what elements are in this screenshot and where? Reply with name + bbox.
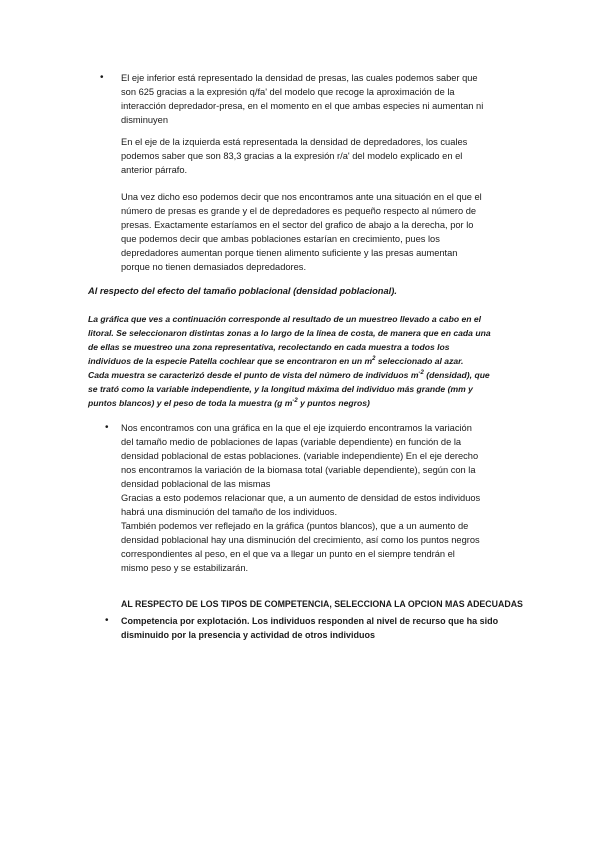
paragraph-growth-analysis (121, 190, 521, 274)
bullet-icon: • (100, 72, 104, 83)
question-line: se trató como la variable independiente, y la longitud máxima del individuo más grande (mm y (88, 384, 473, 394)
text-line: También podemos ver reflejado en la gráfica (puntos blancos), que a un aumento de (121, 521, 469, 531)
paragraph-predator-density (121, 135, 521, 177)
bullet-paragraph-density (121, 71, 521, 127)
question-line (88, 396, 518, 410)
text-line: densidad poblacional hay una disminución del crecimiento, así como los puntos negros (121, 535, 480, 545)
heading-text: Al respecto del efecto del tamaño poblacional (densidad poblacional). (88, 286, 397, 296)
text-line: Competencia por explotación. Los individuos responden al nivel de recurso que ha sido (121, 616, 499, 626)
text-line: anterior párrafo. (121, 165, 188, 175)
text-line: densidad poblacional de las mismas (121, 479, 271, 489)
heading-text: AL RESPECTO DE LOS TIPOS DE COMPETENCIA, SELECCIONA LA OPCION MAS ADECUADAS (121, 599, 523, 609)
text-line: El eje inferior está representado la densidad de presas, las cuales podemos saber que (121, 73, 478, 83)
question-line: La gráfica que ves a continuación corresponde al resultado de un muestreo llevado a cabo en el (88, 314, 482, 324)
text-line: depredadores aumentan porque tienen alimento suficiente y las presas aumentan (121, 248, 458, 258)
text-line: correspondientes al peso, en el que va a llegar un punto en el siempre tendrán el (121, 549, 455, 559)
question-text: puntos blancos) y el peso de toda la muestra (g m (88, 398, 293, 408)
text-line: que podemos decir que ambas poblaciones estarían en crecimiento, pues los (121, 234, 440, 244)
section-heading-population-effect (88, 284, 397, 298)
question-block (88, 312, 518, 410)
question-text: (densidad), que (423, 370, 490, 380)
superscript: -2 (418, 370, 424, 377)
competition-option (121, 614, 531, 642)
bullet-paragraph-graph-analysis (121, 421, 521, 575)
text-line: porque no tienen demasiados depredadores. (121, 262, 307, 272)
text-line: disminuyen (121, 115, 169, 125)
text-line: disminuido por la presencia y actividad de otros individuos (121, 630, 376, 640)
text-line: En el eje de la izquierda está representada la densidad de depredadores, los cuales (121, 137, 468, 147)
text-line: habrá una disminución del tamaño de los individuos. (121, 507, 338, 517)
text-line: Gracias a esto podemos relacionar que, a un aumento de densidad de estos individuos (121, 493, 481, 503)
text-line: Nos encontramos con una gráfica en la que el eje izquierdo encontramos la variación (121, 423, 472, 433)
question-line (88, 368, 518, 382)
question-line (88, 354, 518, 368)
text-line: número de presas es grande y el de depredadores es pequeño respecto al número de (121, 206, 477, 216)
text-line: presas. Exactamente estaríamos en el sector del grafico de abajo a la derecha, por lo (121, 220, 474, 230)
question-text: y puntos negros) (297, 398, 370, 408)
text-line: Una vez dicho eso podemos decir que nos encontramos ante una situación en el que el (121, 192, 482, 202)
question-text: seleccionado al azar. (375, 356, 464, 366)
question-line: de ellas se muestreo una zona representativa, recolectando en cada muestra a todos los (88, 342, 450, 352)
text-line: podemos saber que son 83,3 gracias a la expresión r/a' del modelo explicado en el (121, 151, 463, 161)
text-line: interacción depredador-presa, en el momento en el que ambas especies ni aumentan ni (121, 101, 484, 111)
text-line: densidad poblacional de estas poblaciones. (variable independiente) En el eje derecho (121, 451, 479, 461)
text-line: son 625 gracias a la expresión q/fa' del modelo que recoge la aproximación de la (121, 87, 455, 97)
text-line: mismo peso y se estabilizarán. (121, 563, 249, 573)
text-line: del tamaño medio de poblaciones de lapas (variable dependiente) en función de la (121, 437, 462, 447)
bullet-icon: • (105, 422, 109, 433)
superscript: -2 (292, 398, 298, 405)
section-heading-competition (121, 597, 523, 611)
text-line: nos encontramos la variación de la biomasa total (variable dependiente), según con la (121, 465, 476, 475)
question-line: litoral. Se seleccionaron distintas zonas a lo largo de la línea de costa, de manera que en cada una (88, 328, 491, 338)
question-text: Cada muestra se caracterizó desde el punto de vista del número de individuos m (88, 370, 419, 380)
bullet-icon: • (105, 615, 109, 626)
question-text: individuos de la especie Patella cochlear que se encontraron en un m (88, 356, 373, 366)
superscript: 2 (372, 356, 376, 363)
